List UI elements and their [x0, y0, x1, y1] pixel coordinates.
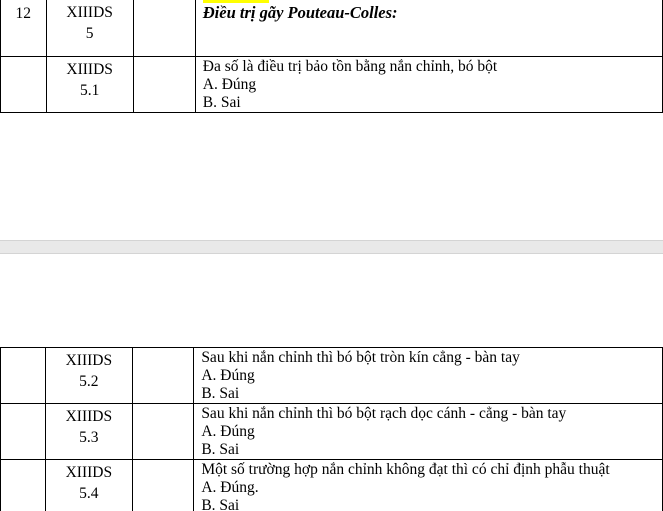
question-statement: Sau khi nắn chỉnh thì bó bột tròn kín cẳng - bàn tay: [201, 349, 520, 366]
question-text-cell[interactable]: [194, 348, 663, 404]
question-text-cell[interactable]: [194, 404, 663, 460]
question-number-cell: [1, 404, 46, 460]
empty-cell: [132, 460, 193, 511]
question-number: 12: [15, 5, 31, 22]
question-statement: Đa số là điều trị bảo tồn bằng nắn chỉnh, bó bột: [202, 58, 498, 75]
empty-cell: [133, 57, 195, 113]
question-code-cell: [45, 460, 132, 511]
document-page-top: [0, 0, 663, 240]
question-code-cell: [45, 404, 132, 460]
empty-cell: [132, 404, 193, 460]
question-code-cell: [45, 348, 132, 404]
answer-option-a: A. Đúng.: [201, 479, 259, 496]
question-code-cell: [46, 57, 133, 113]
table-row: [1, 57, 663, 113]
answer-option-a: A. Đúng: [202, 76, 257, 93]
document-page-bottom: [0, 254, 663, 511]
question-subcode: 5.3: [79, 429, 99, 446]
question-number-cell: [1, 57, 47, 113]
answer-option-a: A. Đúng: [201, 367, 255, 384]
question-table-bottom: [0, 347, 663, 511]
question-subcode: 5.1: [79, 82, 100, 99]
table-row: [1, 348, 663, 404]
question-text-cell[interactable]: [194, 460, 663, 511]
question-number-cell: [1, 0, 47, 57]
table-row: [1, 404, 663, 460]
question-subcode: 5: [85, 25, 94, 42]
question-number-cell: [1, 460, 46, 511]
question-code: XIIIDS: [66, 61, 113, 78]
empty-cell: [132, 348, 193, 404]
empty-cell: [133, 0, 195, 57]
question-code-cell: [46, 0, 133, 57]
question-code: XIIIDS: [65, 352, 113, 369]
page-break-gap: [0, 240, 663, 254]
question-text-cell[interactable]: [195, 57, 662, 113]
table-row: [1, 0, 663, 57]
question-number-cell: [1, 348, 46, 404]
answer-option-b: B. Sai: [201, 497, 240, 511]
question-heading: Điều trị gãy Pouteau-Colles:: [202, 3, 398, 22]
table-row: [1, 460, 663, 511]
question-text-cell[interactable]: [195, 0, 662, 57]
answer-option-a: A. Đúng: [201, 423, 255, 440]
question-subcode: 5.4: [79, 485, 99, 502]
question-statement: Một số trường hợp nắn chỉnh không đạt thì có chỉ định phẫu thuật: [201, 461, 610, 478]
question-table-top: [0, 0, 663, 113]
answer-option-b: B. Sai: [202, 94, 241, 111]
question-code: XIIIDS: [66, 4, 113, 21]
question-code: XIIIDS: [65, 408, 113, 425]
answer-option-b: B. Sai: [201, 441, 240, 458]
question-subcode: 5.2: [79, 373, 99, 390]
question-code: XIIIDS: [65, 464, 113, 481]
question-statement: Sau khi nắn chỉnh thì bó bột rạch dọc cánh - cẳng - bàn tay: [201, 405, 567, 422]
answer-option-b: B. Sai: [201, 385, 240, 402]
